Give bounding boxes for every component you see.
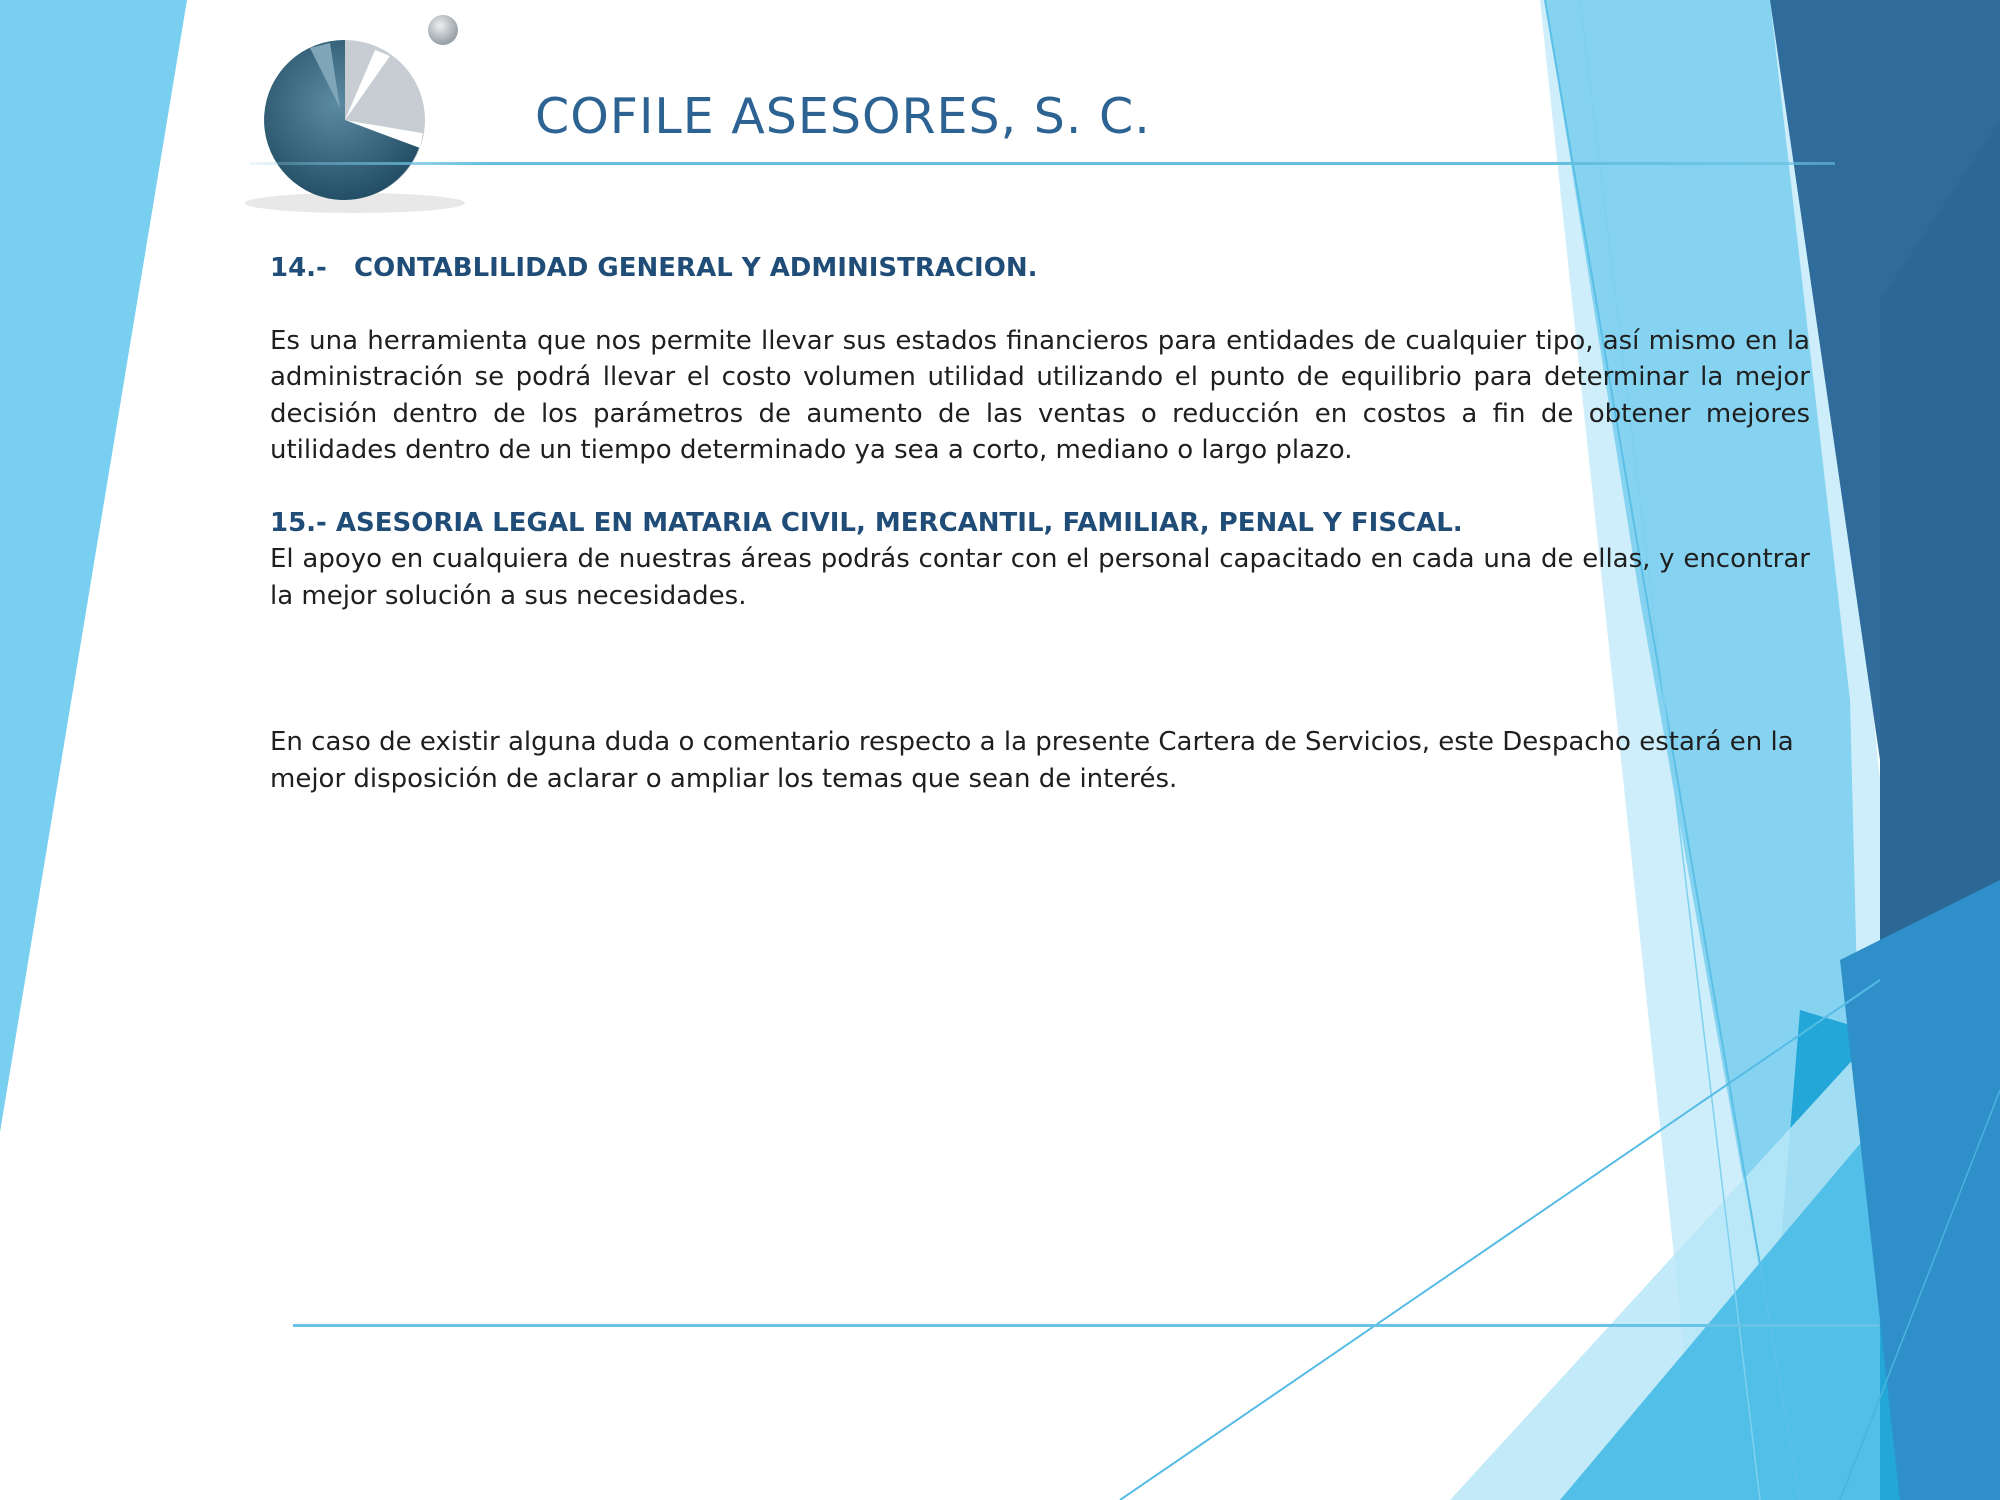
- section-14-heading: 14.- CONTABLILIDAD GENERAL Y ADMINISTRACION.: [270, 253, 1038, 283]
- section-14-body: Es una herramienta que nos permite llevar sus estados financieros para entidades de cualquier tipo, así mismo en la administración se podrá llevar el costo volumen utilidad utilizando el punto de equilibrio para determinar la mejor decisión dentro de los parámetros de aumento de las ventas o reducción en costos a fin de obtener mejores utilidades dentro de un tiempo determinado ya sea a corto, mediano o largo plazo.: [270, 325, 1810, 465]
- spacer: [270, 287, 1810, 323]
- spacer: [270, 614, 1810, 724]
- section-15-heading: 15.- ASESORIA LEGAL EN MATARIA CIVIL, MERCANTIL, FAMILIAR, PENAL Y FISCAL.: [270, 507, 1463, 538]
- header-divider: [250, 162, 1835, 165]
- section-15-body: El apoyo en cualquiera de nuestras áreas podrás contar con el personal capacitado en cada una de ellas, y encontrar la mejor solución a sus necesidades.: [270, 544, 1810, 611]
- closing-paragraph: En caso de existir alguna duda o comentario respecto a la presente Cartera de Servicios, este Despacho estará en la mejor disposición de aclarar o ampliar los temas que sean de interés.: [270, 727, 1794, 794]
- left-wedge: [0, 0, 187, 1132]
- document-body: [270, 250, 1810, 797]
- pie-chart-logo-icon: [240, 8, 470, 218]
- company-title: COFILE ASESORES, S. C.: [535, 88, 1151, 145]
- footer-divider: [293, 1324, 1879, 1327]
- spacer: [270, 469, 1810, 505]
